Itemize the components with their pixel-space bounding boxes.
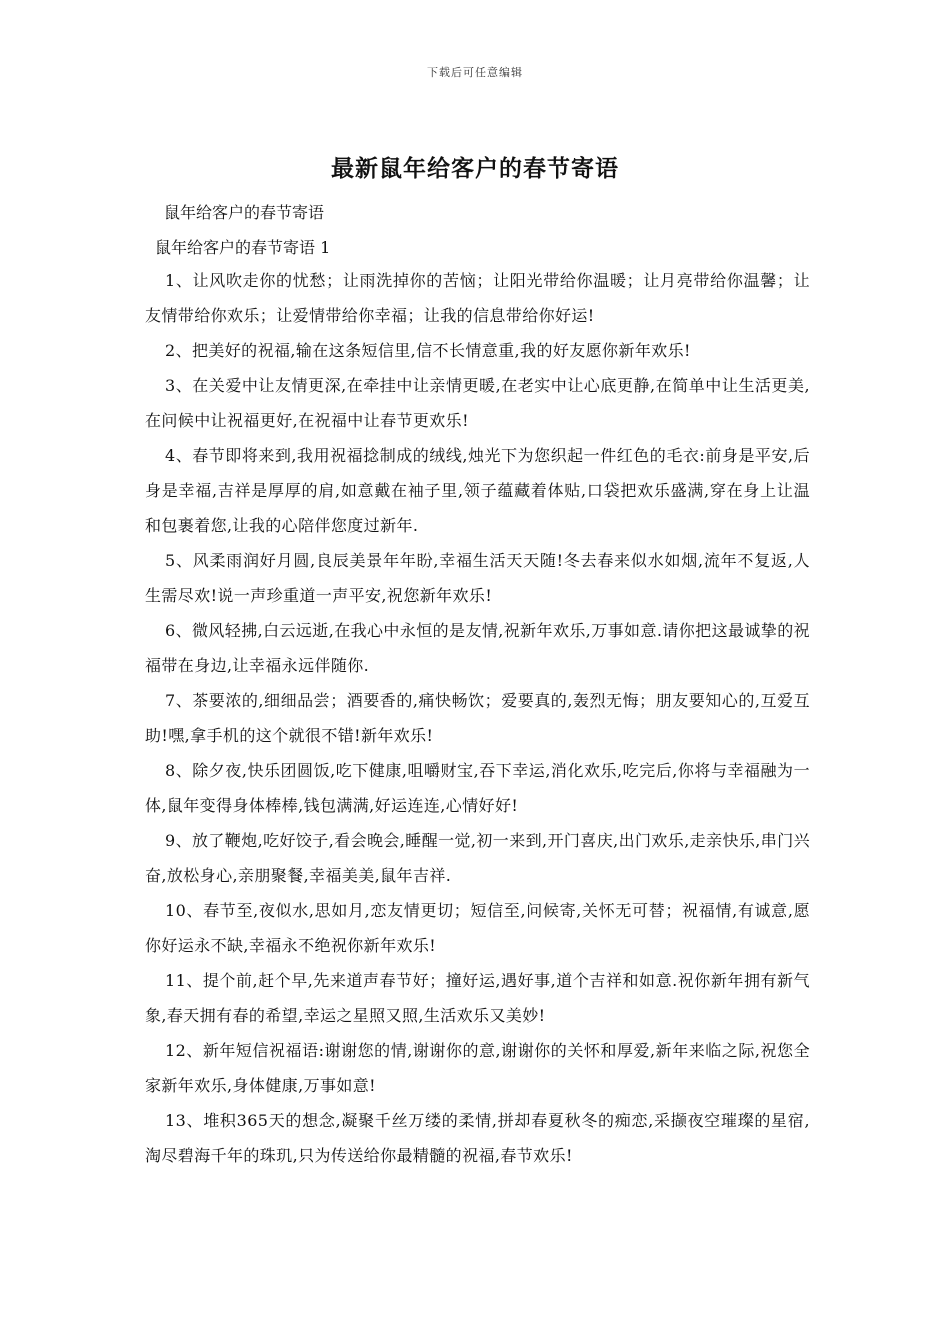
paragraph: 5、风柔雨润好月圆,良辰美景年年盼,幸福生活天天随!冬去春来似水如烟,流年不复返,人生需尽欢!说一声珍重道一声平安,祝您新年欢乐! (145, 551, 810, 605)
paragraph: 6、微风轻拂,白云远逝,在我心中永恒的是友情,祝新年欢乐,万事如意.请你把这最诚挚的祝福带在身边,让幸福永远伴随你. (145, 621, 810, 675)
paragraph: 7、茶要浓的,细细品尝；酒要香的,痛快畅饮；爱要真的,轰烈无悔；朋友要知心的,互爱互助!嘿,拿手机的这个就很不错!新年欢乐! (145, 691, 810, 745)
paragraph: 8、除夕夜,快乐团圆饭,吃下健康,咀嚼财宝,吞下幸运,消化欢乐,吃完后,你将与幸福融为一体,鼠年变得身体棒棒,钱包满满,好运连连,心情好好! (145, 761, 810, 815)
paragraph: 12、新年短信祝福语:谢谢您的情,谢谢你的意,谢谢你的关怀和厚爱,新年来临之际,祝您全家新年欢乐,身体健康,万事如意! (145, 1041, 810, 1095)
document-subtitle: 鼠年给客户的春节寄语 (164, 203, 325, 222)
paragraph: 4、春节即将来到,我用祝福捻制成的绒线,烛光下为您织起一件红色的毛衣:前身是平安,后身是幸福,吉祥是厚厚的肩,如意戴在袖子里,领子蕴藏着体贴,口袋把欢乐盛满,穿在身上让温和包裹着您,让我的心陪伴您度过新年. (145, 446, 810, 535)
paragraph: 2、把美好的祝福,输在这条短信里,信不长情意重,我的好友愿你新年欢乐! (165, 341, 691, 360)
paragraph: 11、提个前,赶个早,先来道声春节好；撞好运,遇好事,道个吉祥和如意.祝你新年拥有新气象,春天拥有春的希望,幸运之星照又照,生活欢乐又美妙! (145, 971, 810, 1025)
document-title: 最新鼠年给客户的春节寄语 (331, 155, 619, 182)
paragraph: 13、堆积365天的想念,凝聚千丝万缕的柔情,拼却春夏秋冬的痴恋,采撷夜空璀璨的星宿,淘尽碧海千年的珠玑,只为传送给你最精髓的祝福,春节欢乐! (145, 1111, 810, 1165)
document-body (145, 263, 810, 1173)
paragraph: 10、春节至,夜似水,思如月,恋友情更切；短信至,问候寄,关怀无可替；祝福情,有诚意,愿你好运永不缺,幸福永不绝祝你新年欢乐! (145, 901, 810, 955)
section-heading: 鼠年给客户的春节寄语 1 (155, 238, 331, 257)
paragraph: 9、放了鞭炮,吃好饺子,看会晚会,睡醒一觉,初一来到,开门喜庆,出门欢乐,走亲快乐,串门兴奋,放松身心,亲朋聚餐,幸福美美,鼠年吉祥. (145, 831, 810, 885)
paragraph: 1、让风吹走你的忧愁；让雨洗掉你的苦恼；让阳光带给你温暖；让月亮带给你温馨；让友情带给你欢乐；让爱情带给你幸福；让我的信息带给你好运! (145, 271, 810, 325)
paragraph: 3、在关爱中让友情更深,在牵挂中让亲情更暖,在老实中让心底更静,在简单中让生活更美,在问候中让祝福更好,在祝福中让春节更欢乐! (145, 376, 810, 430)
header-note: 下载后可任意编辑 (427, 66, 523, 79)
